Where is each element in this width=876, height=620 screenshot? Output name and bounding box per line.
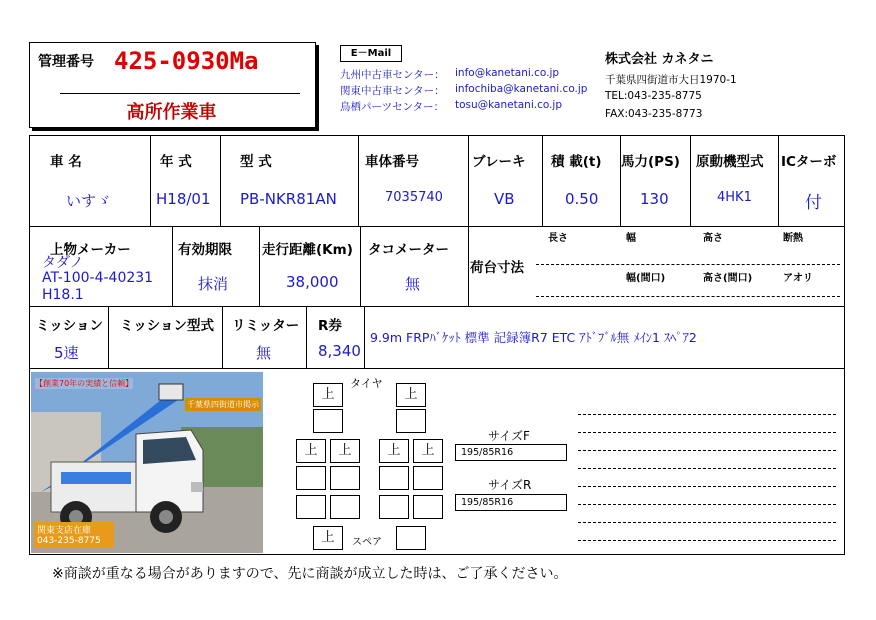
tire-slot — [296, 495, 326, 519]
email-address[interactable]: tosu@kanetani.co.jp — [455, 99, 563, 111]
tire-rear-right-inner: 上 — [379, 439, 409, 463]
branch-label: 関東支店在庫 — [37, 526, 92, 536]
email-line-kanto — [340, 83, 588, 98]
value-body-model: AT-100-4-40231 — [42, 270, 154, 286]
vehicle-category: 高所作業車 — [126, 102, 217, 123]
company-address: 千葉県四街道市大日1970-1 — [605, 74, 737, 86]
header-load: 積 載(t) — [551, 154, 602, 170]
header-mileage: 走行距離(Km) — [262, 242, 353, 258]
branch-phone: 043-235-8775 — [37, 536, 101, 546]
size-f-label: サイズF — [488, 429, 530, 443]
tire-spare-1: 上 — [313, 526, 343, 550]
cargo-width-label: 幅 — [626, 233, 636, 244]
header-cargo: 荷台寸法 — [470, 260, 524, 276]
email-address[interactable]: infochiba@kanetani.co.jp — [455, 83, 588, 95]
tire-front-left: 上 — [313, 383, 343, 407]
value-r-ticket: 8,340 — [318, 342, 361, 360]
tire-slot — [313, 409, 343, 433]
size-r-value: 195/85R16 — [455, 494, 567, 511]
id-number: 425-0930Ma — [114, 47, 259, 75]
header-chassis: 車体番号 — [365, 154, 419, 170]
value-body-maker: タダノ — [42, 255, 84, 271]
value-year: H18/01 — [156, 190, 211, 208]
value-body-year: H18.1 — [42, 287, 84, 303]
header-hp: 馬力(PS) — [621, 154, 680, 170]
tire-rear-left-outer: 上 — [296, 439, 326, 463]
value-brake: VB — [494, 190, 515, 208]
company-fax: FAX:043-235-8773 — [605, 108, 703, 120]
spare-label: スペア — [352, 537, 382, 548]
photo-badge-location: 千葉県四街道市掲示 — [187, 400, 259, 409]
row-divider — [30, 306, 844, 307]
cargo-insulation-label: 断熱 — [783, 233, 803, 244]
header-r-ticket: R券 — [318, 318, 342, 334]
row-divider — [30, 368, 844, 369]
tire-slot — [296, 466, 326, 490]
value-tacho: 無 — [405, 275, 421, 293]
photo-badge-branch — [34, 522, 114, 547]
id-label: 管理番号 — [38, 54, 94, 70]
value-load: 0.50 — [565, 190, 599, 208]
size-f-value: 195/85R16 — [455, 444, 567, 461]
email-address[interactable]: info@kanetani.co.jp — [455, 67, 560, 79]
header-transmission: ミッション — [36, 318, 103, 334]
cargo-height-label: 高さ — [703, 233, 723, 244]
header-tacho: タコメーター — [368, 242, 449, 258]
footnote: ※商談が重なる場合がありますので、先に商談が成立した時は、ご了承ください。 — [52, 566, 568, 582]
email-line-kyushu — [340, 67, 560, 82]
center-name: 九州中古車センター： — [340, 69, 445, 81]
value-limiter: 無 — [256, 344, 272, 362]
email-label: E－Mail — [340, 45, 402, 62]
value-engine: 4HK1 — [717, 190, 752, 205]
cargo-tailgate-label: アオリ — [783, 273, 813, 284]
value-inspection: 抹消 — [198, 275, 229, 293]
tire-slot — [413, 466, 443, 490]
tire-rear-right-outer: 上 — [413, 439, 443, 463]
cargo-height-inner-label: 高さ(間口) — [703, 273, 753, 284]
remarks: 9.9m FRPﾊﾞｹｯﾄ 標準 記録簿R7 ETC ｱﾄﾞﾌﾞﾙ無 ﾒｲﾝ1 ｽﾍﾟｱ2 — [370, 330, 697, 345]
value-model: PB-NKR81AN — [240, 190, 337, 208]
header-brake: ブレーキ — [472, 154, 526, 170]
value-transmission: 5速 — [54, 344, 79, 362]
email-line-tosu — [340, 99, 563, 114]
tire-rear-left-inner: 上 — [330, 439, 360, 463]
tire-slot — [379, 495, 409, 519]
tire-front-right: 上 — [396, 383, 426, 407]
company-name: 株式会社 カネタニ — [605, 52, 714, 67]
header-body-maker: 上物メーカー — [50, 242, 131, 258]
row-divider — [30, 226, 844, 227]
header-trans-model: ミッション型式 — [120, 318, 214, 334]
value-hp: 130 — [640, 190, 669, 208]
tire-slot — [330, 495, 360, 519]
cargo-width-inner-label: 幅(間口) — [626, 273, 666, 284]
value-maker: いすゞ — [66, 192, 112, 210]
center-name: 鳥栖パーツセンター： — [340, 101, 445, 113]
header-turbo: ICターボ — [781, 154, 837, 170]
tire-slot — [330, 466, 360, 490]
company-tel: TEL:043-235-8775 — [605, 90, 702, 102]
tire-slot — [413, 495, 443, 519]
cargo-length-label: 長さ — [548, 233, 568, 244]
photo-badge-top: 【創業70年の実績と信頼】 — [35, 379, 134, 388]
size-r-label: サイズR — [488, 478, 532, 492]
header-inspection: 有効期限 — [178, 242, 232, 258]
tire-slot — [396, 409, 426, 433]
divider — [60, 93, 300, 94]
tire-spare-2 — [396, 526, 426, 550]
tire-slot — [379, 466, 409, 490]
header-maker: 車 名 — [50, 154, 82, 170]
value-turbo: 付 — [805, 193, 822, 213]
header-engine: 原動機型式 — [696, 154, 764, 170]
value-mileage: 38,000 — [286, 273, 339, 291]
header-limiter: リミッター — [232, 318, 300, 334]
tire-title: タイヤ — [350, 377, 383, 390]
vehicle-photo — [31, 372, 263, 553]
value-chassis: 7035740 — [385, 190, 443, 205]
header-model: 型 式 — [240, 154, 272, 170]
center-name: 関東中古車センター： — [340, 85, 445, 97]
header-year: 年 式 — [160, 154, 192, 170]
id-box — [29, 42, 316, 128]
